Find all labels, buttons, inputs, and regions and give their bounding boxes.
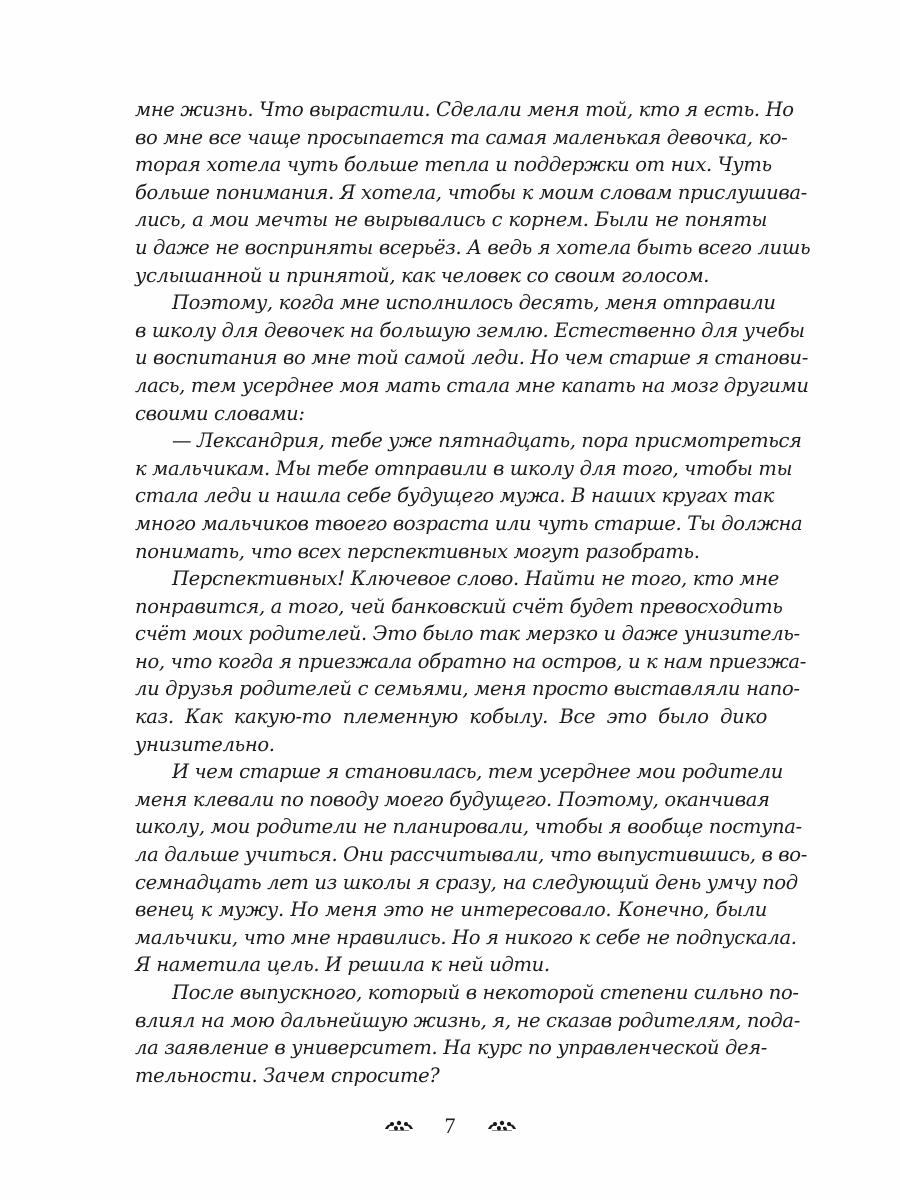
text-line: — Лександрия, тебе уже пятнадцать, пора присмотреться — [172, 429, 802, 453]
text-line: торая хотела чуть больше тепла и поддержки от них. Чуть — [135, 153, 772, 177]
text-line: Перспективных! Ключевое слово. Найти не того, кто мне — [172, 567, 779, 591]
text-line: и даже не восприняты всерьёз. А ведь я хотела быть всего лишь — [135, 235, 811, 259]
text-line: ла дальше учиться. Они рассчитывали, что выпустившись, в во- — [135, 843, 807, 867]
body-text — [135, 96, 811, 1089]
text-line: школу, мои родители не планировали, чтобы я вообще поступа- — [135, 815, 802, 839]
text-line: меня клевали по поводу моего будущего. Поэтому, оканчивая — [135, 787, 770, 811]
text-line: во мне все чаще просыпается та самая маленькая девочка, ко- — [135, 125, 788, 149]
text-line: лись, а мои мечты не вырывались с корнем. Были не поняты — [135, 208, 767, 232]
text-line: тельности. Зачем спросите? — [135, 1063, 440, 1087]
text-line: и воспитания во мне той самой леди. Но чем старше я станови- — [135, 346, 808, 370]
text-line: услышанной и принятой, как человек со своим голосом. — [135, 263, 710, 287]
paragraph — [135, 289, 809, 427]
paragraph — [135, 758, 807, 979]
text-line: После выпускного, который в некоторой степени сильно по- — [172, 981, 799, 1004]
text-line: к мальчикам. Мы тебе отправили в школу для того, чтобы ты — [135, 456, 793, 480]
paragraph — [135, 96, 811, 289]
text-line: понравится, а того, чей банковский счёт будет превосходить — [135, 594, 783, 618]
text-line: понимать, что всех перспективных могут разобрать. — [135, 539, 700, 563]
paragraph — [135, 565, 806, 758]
text-line: Я наметила цель. И решила к ней идти. — [135, 953, 550, 977]
text-line: унизительно. — [135, 732, 275, 756]
text-line: И чем старше я становилась, тем усерднее мои родители — [172, 760, 783, 784]
text-line: Поэтому, когда мне исполнилось десять, меня отправили — [172, 291, 776, 315]
page-footer — [0, 1108, 900, 1144]
text-line: каз. Как какую-то племенную кобылу. Все это было дико — [135, 705, 767, 729]
text-line: мальчики, что мне нравились. Но я никого к себе не подпускала. — [135, 925, 797, 949]
text-line: мне жизнь. Что вырастили. Сделали меня той, кто я есть. Но — [135, 98, 794, 121]
text-line: счёт моих родителей. Это было так мерзко и даже унизитель- — [135, 622, 800, 646]
text-line: венец к мужу. Но меня это не интересовало. Конечно, были — [135, 898, 767, 922]
text-line: стала леди и нашла себе будущего мужа. В наших кругах так — [135, 484, 774, 508]
floral-ornament-right-icon — [486, 1118, 518, 1134]
text-line: много мальчиков твоего возраста или чуть старше. Ты должна — [135, 511, 803, 535]
page-number: 7 — [444, 1113, 456, 1138]
text-line: ли друзья родителей с семьями, меня просто выставляли напо- — [135, 677, 800, 701]
paragraph — [135, 979, 800, 1089]
text-line: больше понимания. Я хотела, чтобы к моим словам прислушива- — [135, 180, 807, 204]
text-line: лась, тем усерднее моя мать стала мне капать на мозг другими — [135, 373, 809, 397]
dialogue-paragraph — [135, 427, 803, 565]
text-line: но, что когда я приезжала обратно на остров, и к нам приезжа- — [135, 649, 806, 673]
text-line: ла заявление в университет. На курс по управленческой дея- — [135, 1036, 767, 1060]
floral-ornament-left-icon — [383, 1118, 415, 1134]
text-line: в школу для девочек на большую землю. Естественно для учебы — [135, 318, 805, 342]
text-line: семнадцать лет из школы я сразу, на следующий день умчу под — [135, 870, 798, 894]
text-line: своими словами: — [135, 401, 305, 425]
text-line: влиял на мою дальнейшую жизнь, я, не сказав родителям, пода- — [135, 1008, 800, 1032]
